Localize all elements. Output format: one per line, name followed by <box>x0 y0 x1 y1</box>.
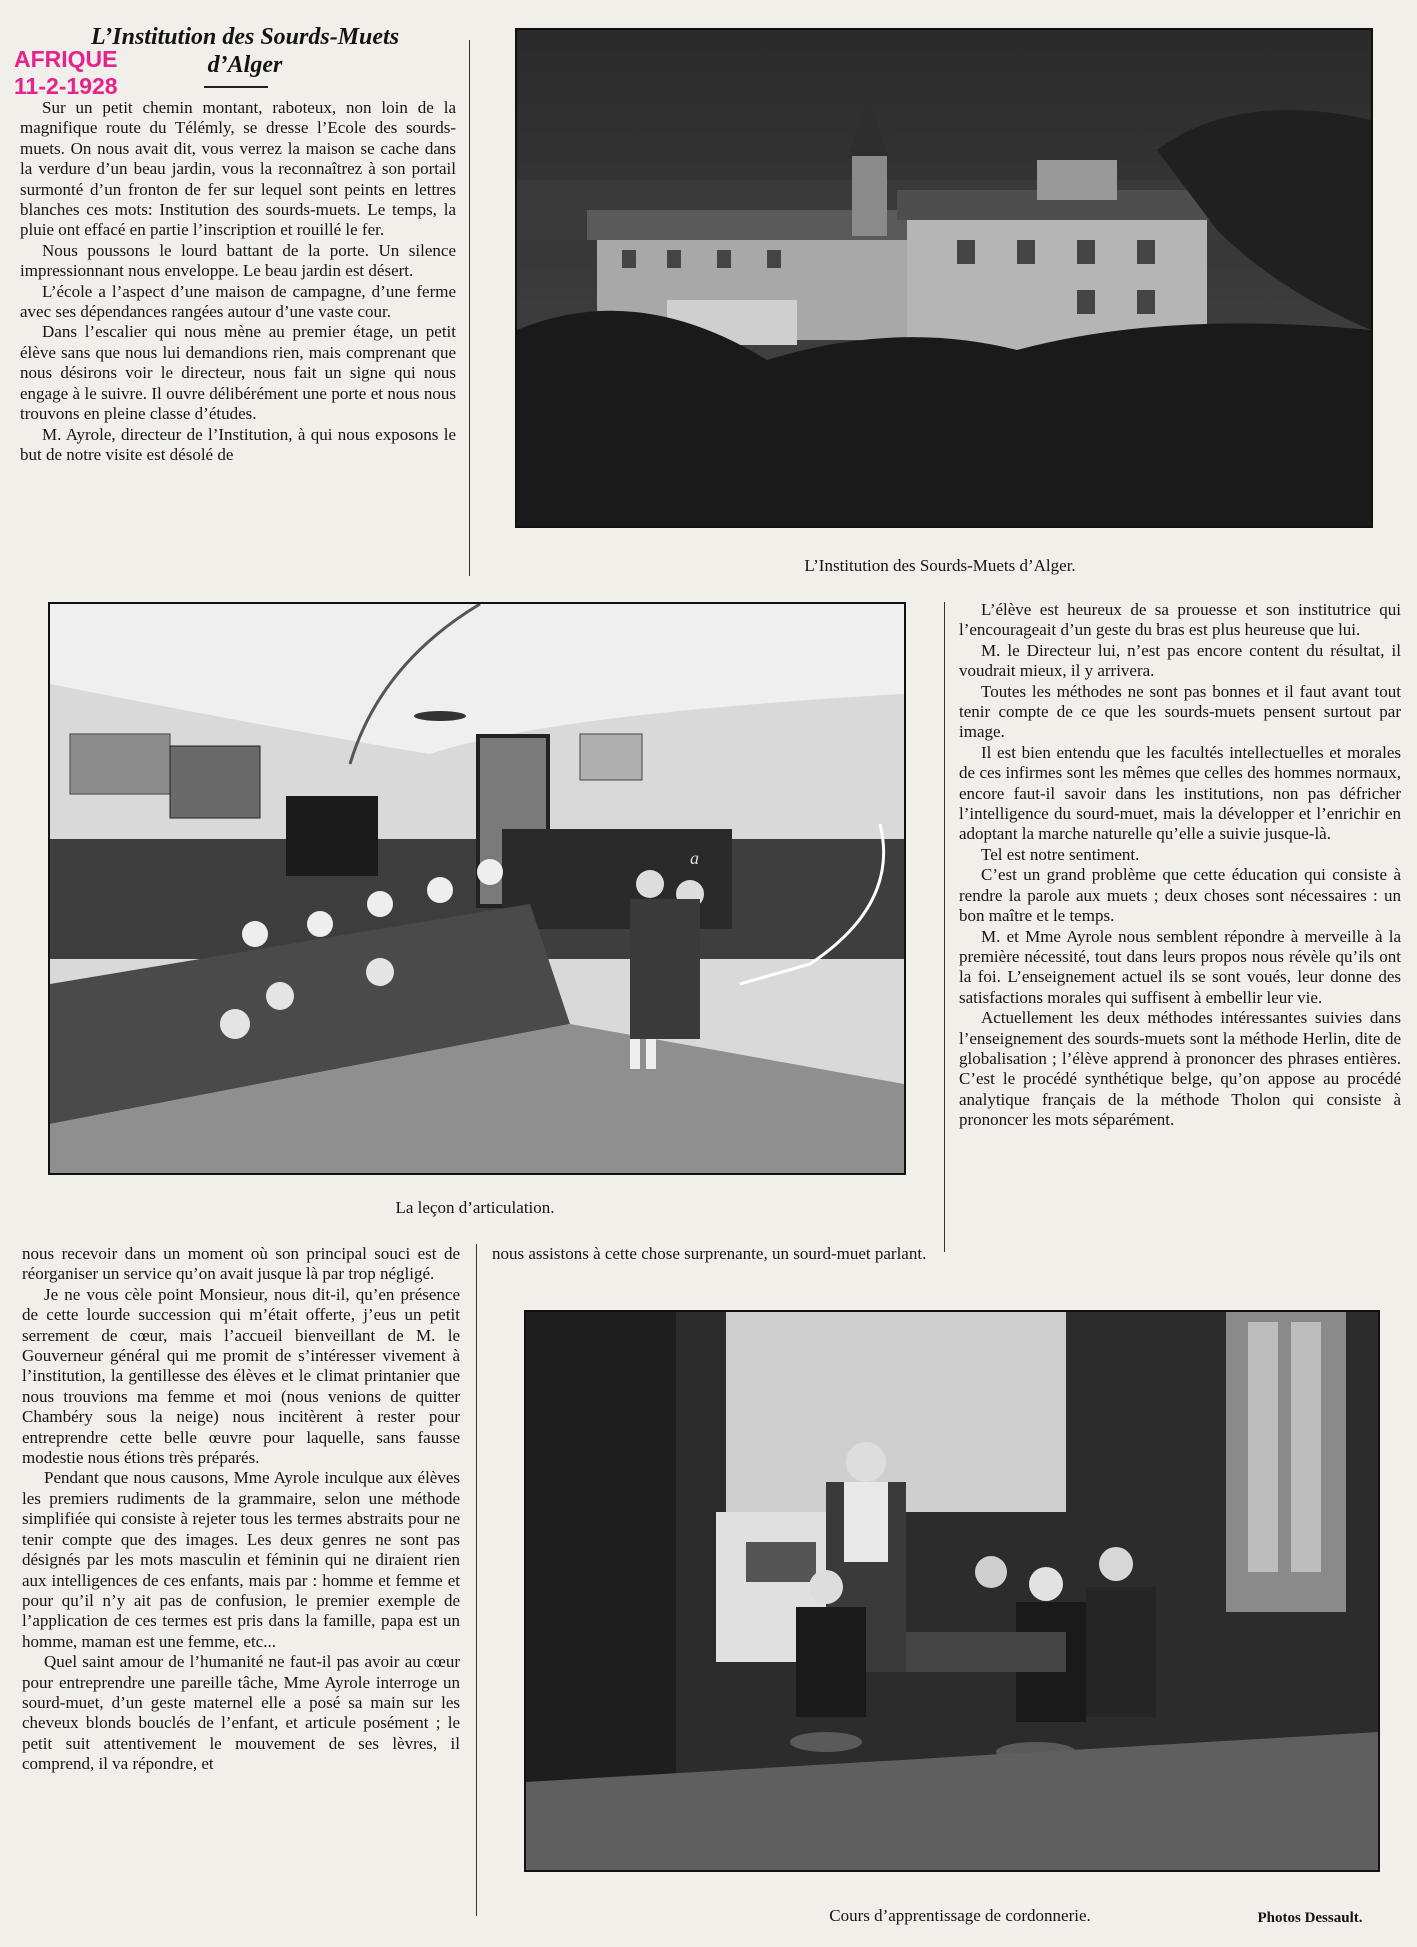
paragraph: M. Ayrole, directeur de l’Institution, à qui nous exposons le but de notre visite est désolé de <box>20 424 456 464</box>
paragraph: Je ne vous cèle point Monsieur, nous dit-il, qu’en présence de cette lourde succession qui m’était offerte, j’eus un petit serrement de cœur, mais l’accueil bienveillant de M. le Gouverneur général qui me promit de s’intéresser vivement à l’institution, la gentillesse des élèves et le climat printanier que nous trouvions ma femme et moi (nous venions de quitter Chambéry sous la neige) nous incitèrent à rester pour entreprendre cette belle œuvre pour laquelle, sans fausse modestie nous étions très préparés. <box>22 1284 460 1468</box>
paragraph: Toutes les méthodes ne sont pas bonnes et il faut avant tout tenir compte de ce que les sourds-muets pensent surtout par image. <box>959 681 1401 742</box>
paragraph: Dans l’escalier qui nous mène au premier étage, un petit élève sans que nous lui demandions rien, mais comprenant que nous désirons voir le directeur, nous fait un signe qui nous engage à le suivre. Il ouvre délibérément une porte et nous nous trouvons en pleine classe d’études. <box>20 322 456 424</box>
top-photo-caption: L’Institution des Sourds-Muets d’Alger. <box>804 556 1076 575</box>
title-divider <box>204 86 268 88</box>
column-2-bottom <box>492 1244 930 1290</box>
paragraph: L’élève est heureux de sa prouesse et son institutrice qui l’encourageait d’un geste du bras est plus heureuse que lui. <box>959 600 1401 640</box>
column-divider <box>469 40 470 576</box>
column-3-middle <box>959 600 1401 1252</box>
column-divider <box>944 602 945 1252</box>
paragraph: C’est un grand problème que cette éducation qui consiste à rendre la parole aux muets ; deux choses sont nécessaires : un bon maître et le temps. <box>959 865 1401 926</box>
paragraph: nous assistons à cette chose surprenante, un sourd-muet parlant. <box>492 1244 927 1263</box>
column-divider <box>476 1244 477 1916</box>
article-title <box>35 23 455 79</box>
paragraph: Pendant que nous causons, Mme Ayrole inculque aux élèves les premiers rudiments de la grammaire, selon une méthode simplifiée qui consiste à rejeter tous les termes abstraits pour ne tenir compte que des images. Les deux genres ne sont pas désignés par les mots masculin et féminin qui ne diraient rien aux intelligences de ces enfants, mais par : homme et femme et pour qu’il n’y ait pas de confusion, le premier exemple de l’application de ces termes est pris dans la famille, papa est un homme, maman est une femme, etc... <box>22 1468 460 1651</box>
paragraph: Il est bien entendu que les facultés intellectuelles et morales de ces infirmes sont les mêmes que celles des hommes normaux, encore faut-il savoir dans les institutions, non pas défricher l’intelligence du sourd-muet, mais la développer et l’enrichir en adoptant la marche naturelle qu’elle a suivie jusque-là. <box>959 742 1401 844</box>
paragraph: Nous poussons le lourd battant de la porte. Un silence impressionnant nous enveloppe. Le beau jardin est désert. <box>20 240 456 281</box>
paragraph: nous recevoir dans un moment où son principal souci est de réorganiser un service qu’on avait jusque là par trop négligé. <box>22 1244 460 1284</box>
paragraph: Actuellement les deux méthodes intéressantes suivies dans l’enseignement des sourds-muets sont la méthode Herlin, dite de globalisation ; l’élève apprend à prononcer des phrases entières. C’est le procédé synthétique belge, qu’on appose au procédé analytique français de la méthode Tholon qui consiste à prononcer les mots séparément. <box>959 1008 1401 1130</box>
middle-photo-caption: La leçon d’articulation. <box>395 1198 555 1217</box>
paragraph: Quel saint amour de l’humanité ne faut-il pas avoir au cœur pour entreprendre une pareille tâche, Mme Ayrole interroge un sourd-muet, d’un geste maternel elle a posé sa main sur les cheveux blonds bouclés de l’enfant, et articule posément ; le petit suit attentivement le mouvement de ses lèvres, il comprend, il va répondre, et <box>22 1652 460 1774</box>
shoemaking-class-photo <box>524 1310 1380 1872</box>
paragraph: L’école a l’aspect d’une maison de campagne, d’une ferme avec ses dépendances rangées autour d’une vaste cour. <box>20 281 456 322</box>
paragraph: M. le Directeur lui, n’est pas encore content du résultat, il voudrait mieux, il y arrivera. <box>959 640 1401 681</box>
blackboard-letter: a <box>690 848 699 868</box>
annotation-source: AFRIQUE <box>14 46 118 72</box>
column-1-top <box>20 98 456 576</box>
bottom-photo-caption: Cours d’apprentissage de cordonnerie. <box>829 1906 1091 1925</box>
institution-building-photo <box>515 28 1373 528</box>
title-line-1: L’Institution des Sourds-Muets <box>90 24 400 50</box>
annotation-date: 11-2-1928 <box>14 73 118 99</box>
column-1-bottom <box>22 1244 460 1916</box>
photo-credit: Photos Dessault. <box>1257 1910 1363 1926</box>
articulation-lesson-photo <box>48 602 906 1175</box>
paragraph: Sur un petit chemin montant, raboteux, non loin de la magnifique route du Télémly, se dresse l’Ecole des sourds-muets. On nous avait dit, vous verrez la maison se cache dans la verdure d’un beau jardin, vous la reconnaîtrez à son portail surmonté d’un fronton de fer sur lequel sont peints en lettres blanches ces mots: Institution des sourds-muets. Le temps, la pluie ont effacé en partie l’inscription et rouillé le fer. <box>20 98 456 240</box>
title-line-2: d’Alger <box>207 52 283 78</box>
paragraph: Tel est notre sentiment. <box>981 844 1140 864</box>
paragraph: M. et Mme Ayrole nous semblent répondre à merveille à la première nécessité, tout dans leurs propos nous révèle qu’ils ont la foi. L’enseignement actuel ils se sont voués, leur donne des satisfactions morales qui suffisent à embellir leur vie. <box>959 926 1401 1007</box>
